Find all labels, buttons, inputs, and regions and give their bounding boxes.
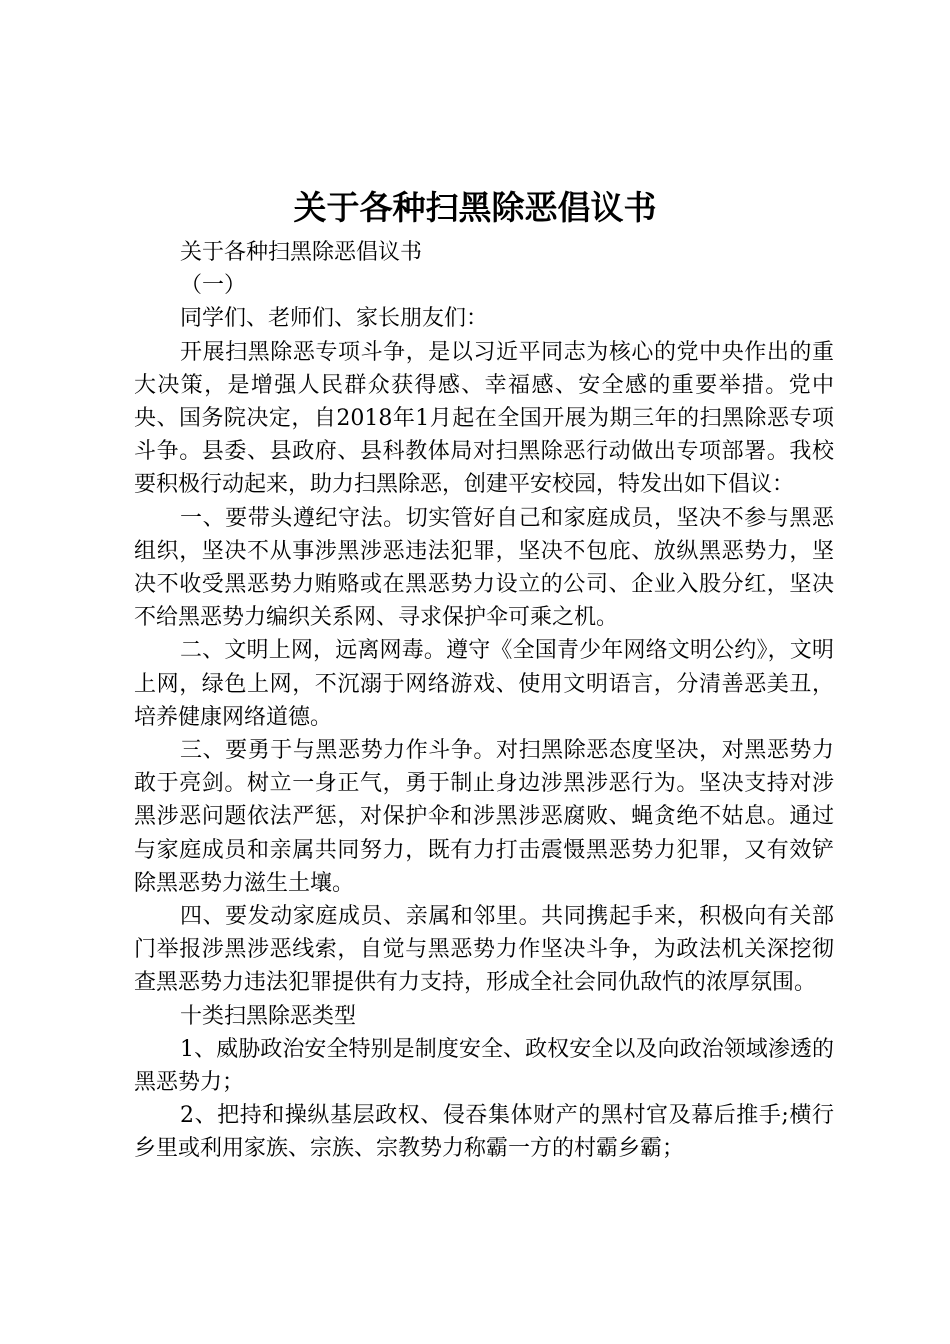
intro-paragraph: 开展扫黑除恶专项斗争，是以习近平同志为核心的党中央作出的重大决策，是增强人民群众获得感、幸福感、安全感的重要举措。党中央、国务院决定，自2018年1月起在全国开展为期三年的扫黑除恶专项斗争。县委、县政府、县科教体局对扫黑除恶行动做出专项部署。我校要积极行动起来，助力扫黑除恶，创建平安校园，特发出如下倡议：	[134, 339, 834, 498]
proposal-3-paragraph: 三、要勇于与黑恶势力作斗争。对扫黑除恶态度坚决，对黑恶势力敢于亮剑。树立一身正气，勇于制止身边涉黑涉恶行为。坚决支持对涉黑涉恶问题依法严惩，对保护伞和涉黑涉恶腐败、蝇贪绝不姑息。通过与家庭成员和亲属共同努力，既有力打击震慑黑恶势力犯罪，又有效铲除黑恶势力滋生土壤。	[134, 738, 834, 896]
document-body	[134, 236, 834, 1166]
subtitle-paragraph: 关于各种扫黑除恶倡议书	[180, 240, 423, 265]
salutation-paragraph: 同学们、老师们、家长朋友们：	[180, 306, 489, 332]
types-heading-paragraph: 十类扫黑除恶类型	[180, 1003, 357, 1029]
proposal-4-paragraph: 四、要发动家庭成员、亲属和邻里。共同携起手来，积极向有关部门举报涉黑涉恶线索，自觉与黑恶势力作坚决斗争，为政法机关深挖彻查黑恶势力违法犯罪提供有力支持，形成全社会同仇敌忾的浓厚氛围。	[134, 904, 834, 996]
proposal-2-paragraph: 二、文明上网，远离网毒。遵守《全国青少年网络文明公约》，文明上网，绿色上网，不沉溺于网络游戏、使用文明语言，分清善恶美丑，培养健康网络道德。	[134, 638, 834, 730]
document-title: 关于各种扫黑除恶倡议书	[293, 188, 657, 227]
type-1-paragraph: 1、威胁政治安全特别是制度安全、政权安全以及向政治领域渗透的黑恶势力；	[134, 1036, 834, 1096]
type-2-paragraph: 2、把持和操纵基层政权、侵吞集体财产的黑村官及幕后推手;横行乡里或利用家族、宗族、宗教势力称霸一方的村霸乡霸；	[134, 1103, 834, 1162]
section-number-paragraph: （一）	[180, 273, 247, 299]
proposal-1-paragraph: 一、要带头遵纪守法。切实管好自己和家庭成员，坚决不参与黑恶组织，坚决不从事涉黑涉恶违法犯罪，坚决不包庇、放纵黑恶势力，坚决不收受黑恶势力贿赂或在黑恶势力设立的公司、企业入股分红，坚决不给黑恶势力编织关系网、寻求保护伞可乘之机。	[134, 505, 834, 631]
